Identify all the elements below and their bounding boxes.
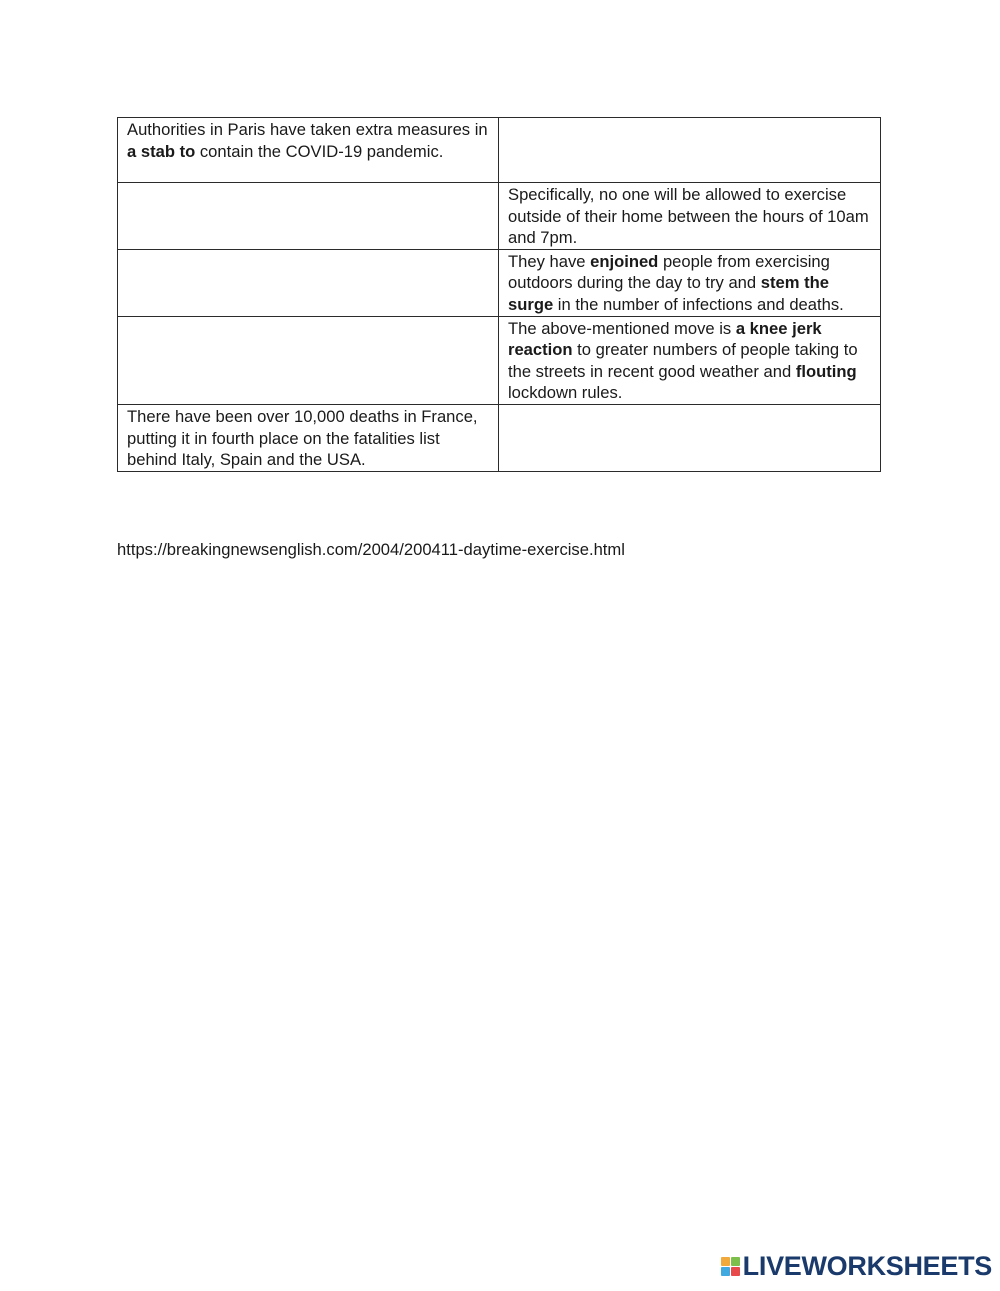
cell-text: contain the COVID-19 pandemic. <box>195 141 444 161</box>
sentence-matching-table <box>117 117 881 472</box>
key-phrase: stem the surge <box>508 273 830 314</box>
cell-text: Specifically, no one will be allowed to exercise outside of their home between the hours of 10am and 7pm. <box>508 185 869 248</box>
table-row <box>118 316 881 404</box>
table-cell-right <box>499 249 881 316</box>
table-row <box>118 249 881 316</box>
logo-tile-l <box>721 1257 730 1266</box>
logo-tile-i <box>731 1257 740 1266</box>
cell-text: lockdown rules. <box>508 383 623 403</box>
key-phrase: a knee jerk reaction <box>508 318 822 360</box>
table-row <box>118 183 881 250</box>
liveworksheets-logo-icon <box>721 1257 740 1276</box>
table-row <box>118 404 881 471</box>
cell-text: in the number of infections and deaths. <box>553 294 844 314</box>
cell-text: Authorities in Paris have taken extra measures in <box>127 120 488 139</box>
cell-text: to greater numbers of people taking to the streets in recent good weather and <box>508 340 858 381</box>
table-cell-left <box>118 316 499 404</box>
table-cell-left <box>118 183 499 250</box>
key-phrase: flouting <box>795 361 857 381</box>
table-cell-left <box>118 404 499 471</box>
source-url[interactable]: https://breakingnewsenglish.com/2004/200411-daytime-exercise.html <box>117 540 625 559</box>
cell-text: people from exercising outdoors during the day to try and <box>508 251 830 293</box>
table-cell-left <box>118 118 499 183</box>
table-cell-right <box>499 316 881 404</box>
table-cell-right <box>499 183 881 250</box>
cell-text: The above-mentioned move is <box>508 318 736 338</box>
cell-text: There have been over 10,000 deaths in France, putting it in fourth place on the fatalities list behind Italy, Spain and the USA. <box>127 406 478 470</box>
liveworksheets-logo-text: LIVEWORKSHEETS <box>742 1250 992 1281</box>
table-cell-left <box>118 249 499 316</box>
liveworksheets-logo <box>721 1251 992 1281</box>
logo-tile-e <box>731 1267 740 1276</box>
key-phrase: enjoined <box>590 251 659 271</box>
logo-tile-v <box>721 1267 730 1276</box>
key-phrase: a stab to <box>127 141 196 161</box>
table-row <box>118 118 881 183</box>
table-cell-right <box>499 118 881 183</box>
cell-text: They have <box>508 251 591 271</box>
table-cell-right <box>499 404 881 471</box>
